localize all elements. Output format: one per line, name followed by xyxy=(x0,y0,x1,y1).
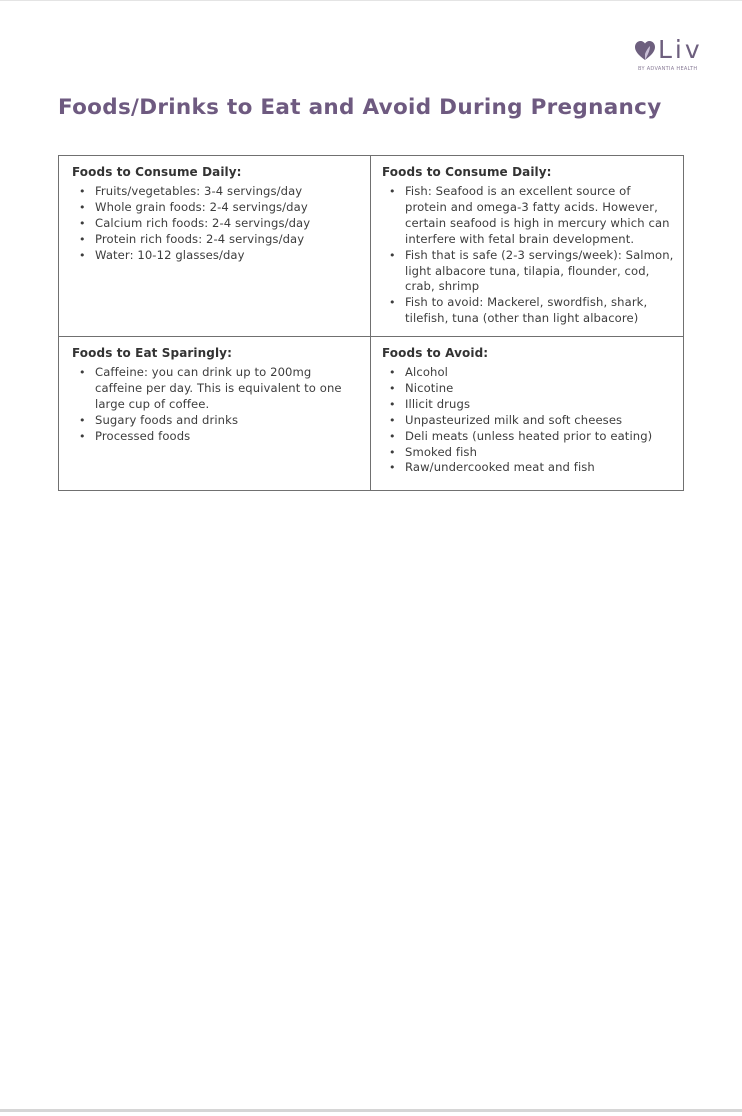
list-item xyxy=(72,184,362,200)
list-item xyxy=(382,397,675,413)
list-item xyxy=(72,232,362,248)
list-item xyxy=(382,184,675,248)
list-item-text: Raw/undercooked meat and fish xyxy=(405,460,595,475)
list-item xyxy=(382,365,675,381)
list-item-text: Sugary foods and drinks xyxy=(95,412,239,427)
liv-heart-icon xyxy=(634,40,656,62)
section-list xyxy=(382,365,675,476)
list-item xyxy=(72,413,362,429)
page-title: Foods/Drinks to Eat and Avoid During Pregnancy xyxy=(58,95,662,120)
section-consume-daily-fish xyxy=(371,156,683,337)
list-item xyxy=(72,248,362,264)
list-item-text: Fruits/vegetables: 3-4 servings/day xyxy=(95,184,303,198)
list-item xyxy=(382,295,675,327)
list-item xyxy=(72,200,362,216)
bullet-icon: • xyxy=(389,445,396,459)
section-list xyxy=(72,365,362,445)
list-item-text: Protein rich foods: 2-4 servings/day xyxy=(95,231,305,246)
bullet-icon: • xyxy=(79,200,86,214)
bullet-icon: • xyxy=(79,185,86,198)
list-item-text: Whole grain foods: 2-4 servings/day xyxy=(95,199,308,214)
section-list xyxy=(382,184,675,327)
list-item xyxy=(382,381,675,397)
section-heading: Foods to Consume Daily: xyxy=(382,165,552,179)
section-heading: Foods to Consume Daily: xyxy=(72,165,242,179)
list-item-text: Fish: Seafood is an excellent source of protein and omega-3 fatty acids. However, certain seafood is high in mercury which can interfere with fetal brain development. xyxy=(405,184,670,246)
bullet-icon: • xyxy=(79,248,86,262)
brand-subline: BY ADVANTIA HEALTH xyxy=(638,66,698,72)
list-item xyxy=(382,429,675,445)
list-item-text: Fish that is safe (2-3 servings/week): Salmon, light albacore tuna, tilapia, flounder, cod, crab, shrimp xyxy=(405,247,674,294)
list-item xyxy=(382,460,675,476)
list-item-text: Unpasteurized milk and soft cheeses xyxy=(405,412,623,427)
list-item-text: Processed foods xyxy=(95,428,191,443)
list-item-text: Fish to avoid: Mackerel, swordfish, shark, tilefish, tuna (other than light albacore) xyxy=(405,295,648,326)
list-item xyxy=(382,413,675,429)
list-item-text: Calcium rich foods: 2-4 servings/day xyxy=(95,215,311,230)
list-item-text: Caffeine: you can drink up to 200mg caffeine per day. This is equivalent to one large cup of coffee. xyxy=(95,365,342,411)
bullet-icon: • xyxy=(79,413,86,427)
section-list xyxy=(72,184,362,264)
bullet-icon: • xyxy=(79,232,86,246)
list-item-text: Nicotine xyxy=(405,380,454,395)
list-item-text: Illicit drugs xyxy=(405,396,471,411)
section-heading: Foods to Avoid: xyxy=(382,346,489,360)
list-item xyxy=(382,248,675,296)
bullet-icon: • xyxy=(389,429,396,443)
food-guide-table xyxy=(58,155,684,491)
bullet-icon: • xyxy=(389,296,396,310)
bullet-icon: • xyxy=(389,413,396,427)
brand-logo xyxy=(634,35,714,75)
list-item xyxy=(72,216,362,232)
bullet-icon: • xyxy=(79,366,86,379)
list-item-text: Smoked fish xyxy=(405,444,478,459)
list-item xyxy=(72,429,362,445)
list-item-text: Deli meats (unless heated prior to eating) xyxy=(405,428,653,443)
section-consume-daily xyxy=(59,156,371,337)
list-item-text: Water: 10-12 glasses/day xyxy=(95,247,245,262)
bullet-icon: • xyxy=(79,429,86,443)
bullet-icon: • xyxy=(79,216,86,230)
bullet-icon: • xyxy=(389,185,396,198)
bullet-icon: • xyxy=(389,397,396,411)
list-item xyxy=(382,445,675,461)
brand-name: Liv xyxy=(658,35,703,64)
bullet-icon: • xyxy=(389,248,396,262)
list-item-text: Alcohol xyxy=(405,365,448,379)
section-heading: Foods to Eat Sparingly: xyxy=(72,346,233,360)
section-avoid xyxy=(371,337,683,490)
bullet-icon: • xyxy=(389,366,396,379)
section-eat-sparingly xyxy=(59,337,371,490)
bullet-icon: • xyxy=(389,381,396,395)
list-item xyxy=(72,365,362,413)
bullet-icon: • xyxy=(389,461,396,475)
